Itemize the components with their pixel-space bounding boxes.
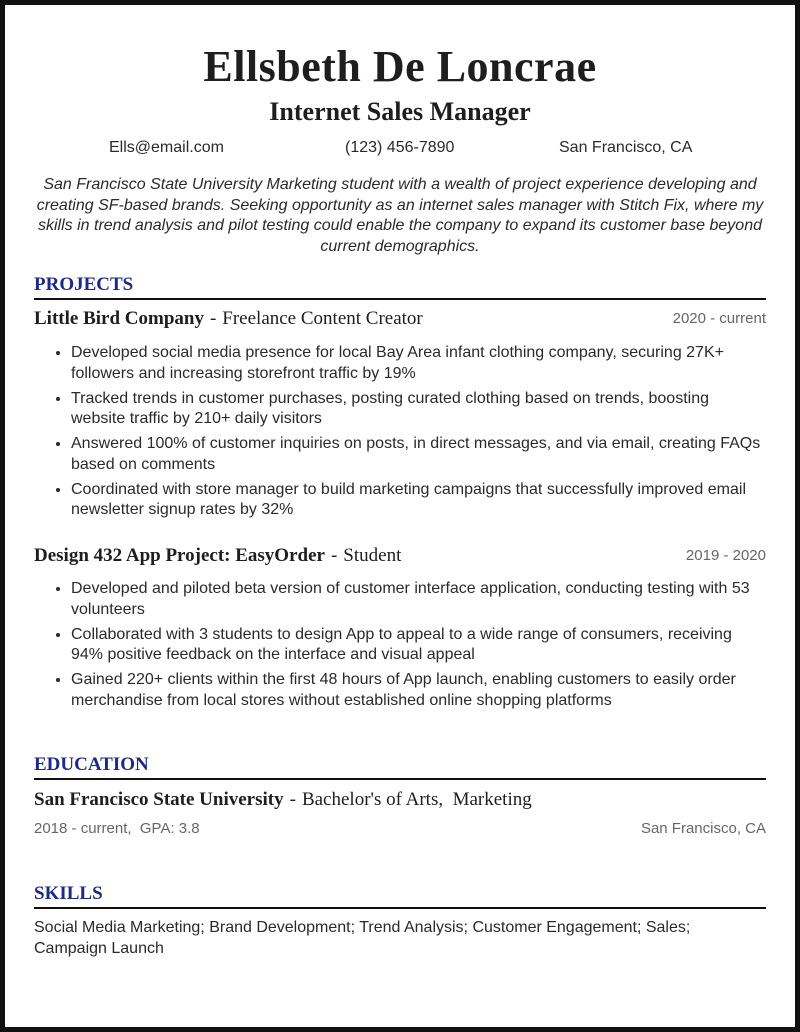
contact-email: Ells@email.com (109, 139, 224, 156)
list-item: • Coordinated with store manager to build marketing campaigns that successfully improved email newsletter signup rates by 32% (71, 480, 766, 521)
contact-location: San Francisco, CA (559, 139, 693, 156)
list-item: • Developed and piloted beta version of customer interface application, conducting testing with 53 volunteers (71, 579, 766, 620)
project-date: 2019 - 2020 (685, 547, 766, 564)
projects-heading: PROJECTS (34, 272, 766, 300)
skills-list: Social Media Marketing; Brand Development; Trend Analysis; Customer Engagement; Sales; Campaign Launch (34, 919, 691, 957)
education-location: San Francisco, CA (640, 820, 766, 837)
job-title: Internet Sales Manager (269, 97, 531, 126)
project-org: Design 432 App Project: EasyOrder (34, 545, 325, 566)
education-entry-header (34, 789, 766, 815)
list-item: • Gained 220+ clients within the first 48 hours of App launch, enabling customers to easily order merchandise from local stores without established online shopping platforms (71, 670, 766, 711)
candidate-name: Ellsbeth De Loncrae (203, 42, 597, 91)
list-item: • Answered 100% of customer inquiries on posts, in direct messages, and via email, creating FAQs based on comments (71, 434, 766, 475)
education-heading: EDUCATION (34, 752, 766, 780)
project-role: Freelance Content Creator (222, 308, 423, 329)
education-details (34, 820, 766, 837)
entry-separator: - (289, 789, 296, 810)
school-name: San Francisco State University (34, 789, 284, 810)
project-entry-header (34, 308, 766, 334)
project-bullet-list (34, 343, 766, 525)
entry-separator: - (209, 308, 217, 329)
project-date: 2020 - current (672, 310, 766, 327)
project-bullet-list (34, 579, 766, 716)
entry-separator: - (330, 545, 338, 566)
list-item: • Developed social media presence for local Bay Area infant clothing company, securing 27K+ followers and increasing storefront traffic by 19% (71, 343, 766, 384)
skills-heading: SKILLS (34, 881, 766, 909)
contact-phone: (123) 456-7890 (345, 139, 455, 156)
summary-paragraph: San Francisco State University Marketing student with a wealth of project experience developing and creating SF-based brands. Seeking opportunity as an internet sales manager with Stitch Fix, where my skills in trend analysis and pilot testing could enable the company to expand its customer base beyond current demographics. (36, 176, 764, 255)
project-role: Student (343, 545, 402, 566)
list-item: • Collaborated with 3 students to design App to appeal to a wide range of consumers, receiving 94% positive feedback on the interface and visual appeal (71, 625, 766, 666)
degree: Bachelor's of Arts, Marketing (301, 789, 532, 810)
project-org: Little Bird Company (34, 308, 204, 329)
project-entry-header (34, 545, 766, 571)
list-item: • Tracked trends in customer purchases, posting curated clothing based on trends, boosting website traffic by 210+ daily visitors (71, 389, 766, 430)
education-dates-gpa: 2018 - current, GPA: 3.8 (34, 820, 200, 837)
